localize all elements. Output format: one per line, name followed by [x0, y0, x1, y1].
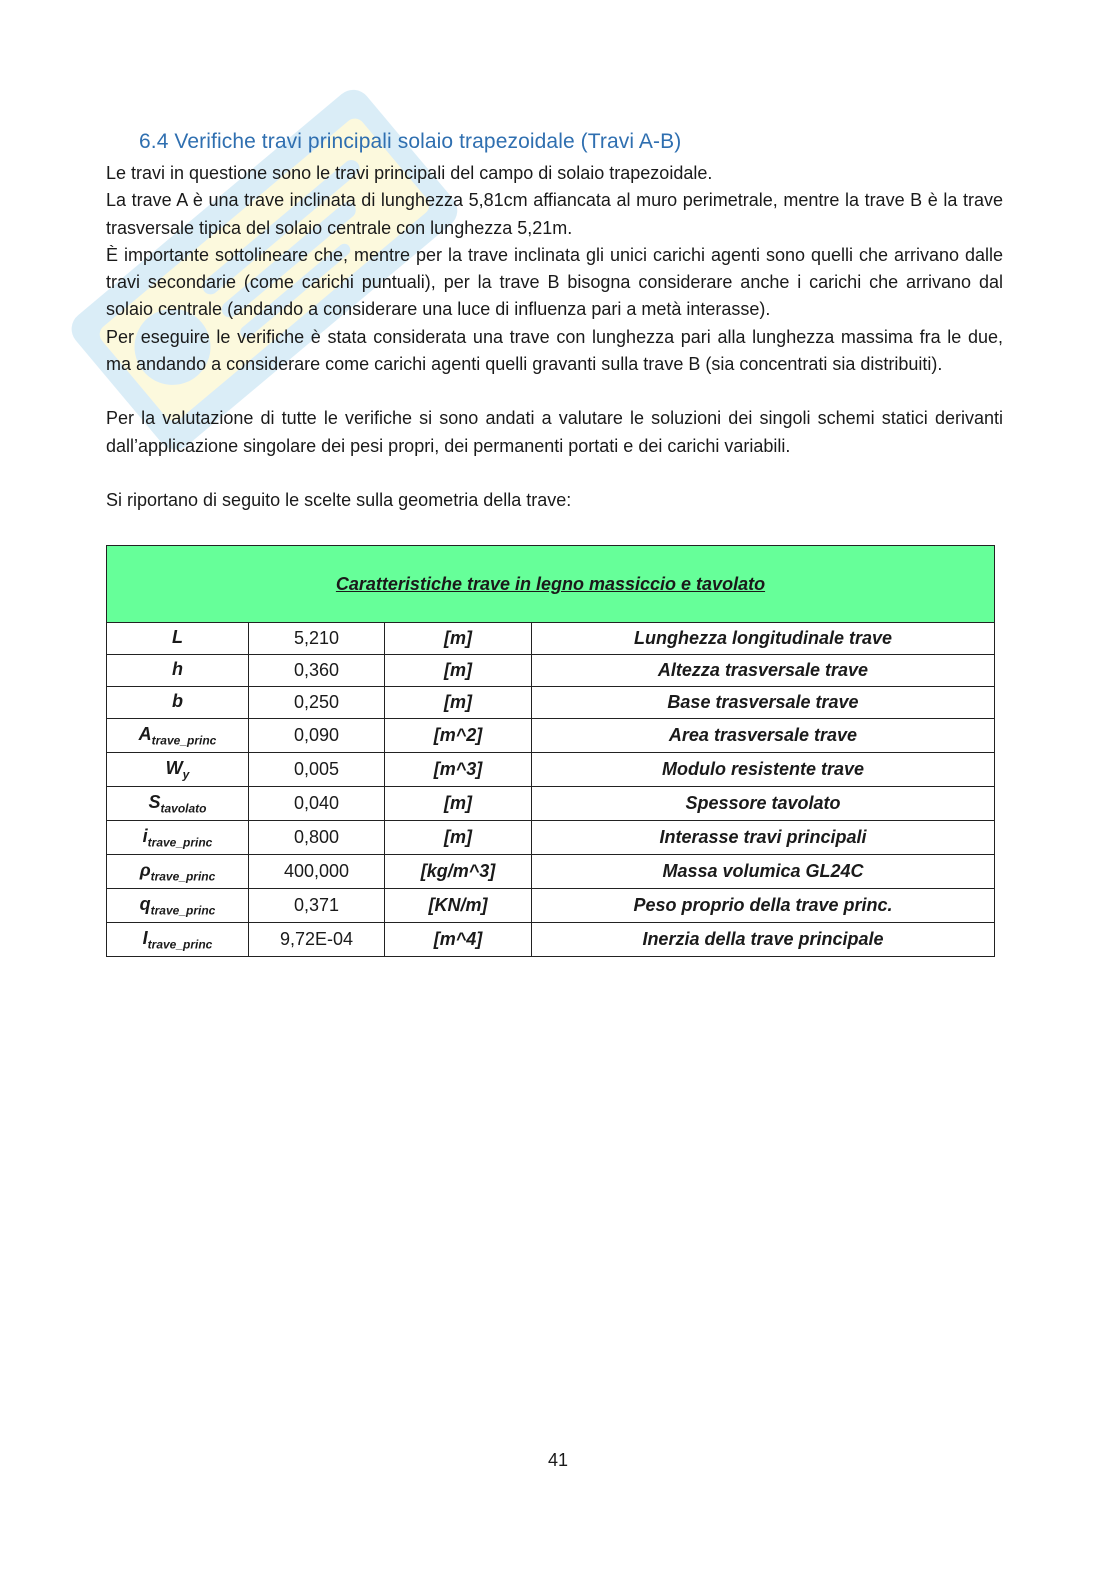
symbol: ρ — [139, 859, 151, 880]
symbol: S — [148, 791, 161, 812]
symbol: W — [165, 757, 183, 778]
page-number: 41 — [547, 1450, 569, 1470]
value-cell: 9,72E-04 — [249, 923, 385, 957]
value-cell: 0,090 — [249, 719, 385, 753]
symbol-cell — [107, 787, 249, 821]
paragraph-spacer — [106, 460, 1003, 487]
symbol: q — [139, 893, 151, 914]
symbol: h — [172, 658, 183, 679]
symbol-cell — [107, 753, 249, 787]
description-cell: Area trasversale trave — [532, 719, 995, 753]
symbol-subscript: trave_princ — [147, 937, 213, 952]
paragraph-6: Si riportano di seguito le scelte sulla geometria della trave: — [106, 489, 572, 510]
beam-properties-table — [106, 545, 995, 957]
unit-cell: [m^3] — [385, 753, 532, 787]
page-content — [106, 130, 1003, 957]
table-row — [107, 719, 995, 753]
symbol: b — [172, 690, 183, 711]
symbol-cell — [107, 655, 249, 687]
description-cell: Altezza trasversale trave — [532, 655, 995, 687]
unit-cell: [m] — [385, 787, 532, 821]
table-title: Caratteristiche trave in legno massiccio e tavolato — [107, 546, 995, 623]
symbol-subscript: trave_princ — [150, 903, 216, 918]
table-row — [107, 753, 995, 787]
paragraph-spacer — [106, 378, 1003, 405]
symbol-subscript: trave_princ — [150, 869, 216, 884]
description-cell: Base trasversale trave — [532, 687, 995, 719]
symbol: i — [142, 825, 148, 846]
table-row — [107, 923, 995, 957]
description-cell: Lunghezza longitudinale trave — [532, 623, 995, 655]
table-row — [107, 889, 995, 923]
paragraph-5: Per la valutazione di tutte le verifiche si sono andati a valutare le soluzioni dei singoli schemi statici derivanti dall’applicazione singolare dei pesi propri, dei permanenti portati e dei carichi variabili. — [106, 408, 1003, 456]
description-cell: Spessore tavolato — [532, 787, 995, 821]
description-cell: Inerzia della trave principale — [532, 923, 995, 957]
symbol: L — [172, 626, 183, 647]
paragraph-4: Per eseguire le verifiche è stata considerata una trave con lunghezza pari alla lunghezza massima fra le due, ma andando a considerare come carichi agenti quelli gravanti sulla trave B (sia concentrati sia distribuiti). — [106, 326, 1003, 375]
unit-cell: [m] — [385, 623, 532, 655]
unit-cell: [m] — [385, 687, 532, 719]
paragraph-3: È importante sottolineare che, mentre per la trave inclinata gli unici carichi agenti sono quelli che arrivano dalle travi secondarie (come carichi puntuali), per la trave B bisogna considerare anche i carichi che arrivano dal solaio centrale (andando a considerare una luce di influenza pari a metà interasse). — [106, 244, 1003, 320]
section-heading: 6.4 Verifiche travi principali solaio trapezoidale (Travi A-B) — [139, 130, 682, 153]
symbol-cell — [107, 623, 249, 655]
value-cell: 0,005 — [249, 753, 385, 787]
symbol: I — [142, 927, 148, 948]
table-row — [107, 787, 995, 821]
description-cell: Modulo resistente trave — [532, 753, 995, 787]
unit-cell: [m] — [385, 655, 532, 687]
symbol-cell — [107, 923, 249, 957]
table-row — [107, 821, 995, 855]
symbol-subscript: y — [182, 767, 190, 782]
value-cell: 0,040 — [249, 787, 385, 821]
symbol-cell — [107, 889, 249, 923]
value-cell: 0,371 — [249, 889, 385, 923]
unit-cell: [m^2] — [385, 719, 532, 753]
table-title-row — [107, 546, 995, 623]
value-cell: 0,800 — [249, 821, 385, 855]
symbol-cell — [107, 821, 249, 855]
symbol-subscript: trave_princ — [147, 835, 213, 850]
unit-cell: [m^4] — [385, 923, 532, 957]
table-row — [107, 687, 995, 719]
paragraph-2: La trave A è una trave inclinata di lunghezza 5,81cm affiancata al muro perimetrale, mentre la trave B è la trave trasversale tipica del solaio centrale con lunghezza 5,21m. — [106, 190, 1003, 238]
table-row — [107, 623, 995, 655]
symbol-subscript: tavolato — [160, 801, 207, 816]
symbol-cell — [107, 855, 249, 889]
table-row — [107, 655, 995, 687]
description-cell: Massa volumica GL24C — [532, 855, 995, 889]
table-row — [107, 855, 995, 889]
value-cell: 400,000 — [249, 855, 385, 889]
symbol: A — [138, 723, 152, 744]
unit-cell: [kg/m^3] — [385, 855, 532, 889]
value-cell: 0,250 — [249, 687, 385, 719]
symbol-cell — [107, 719, 249, 753]
description-cell: Peso proprio della trave princ. — [532, 889, 995, 923]
description-cell: Interasse travi principali — [532, 821, 995, 855]
value-cell: 5,210 — [249, 623, 385, 655]
symbol-cell — [107, 687, 249, 719]
symbol-subscript: trave_princ — [151, 733, 217, 748]
paragraph-1: Le travi in questione sono le travi principali del campo di solaio trapezoidale. — [106, 163, 713, 183]
value-cell: 0,360 — [249, 655, 385, 687]
unit-cell: [KN/m] — [385, 889, 532, 923]
unit-cell: [m] — [385, 821, 532, 855]
